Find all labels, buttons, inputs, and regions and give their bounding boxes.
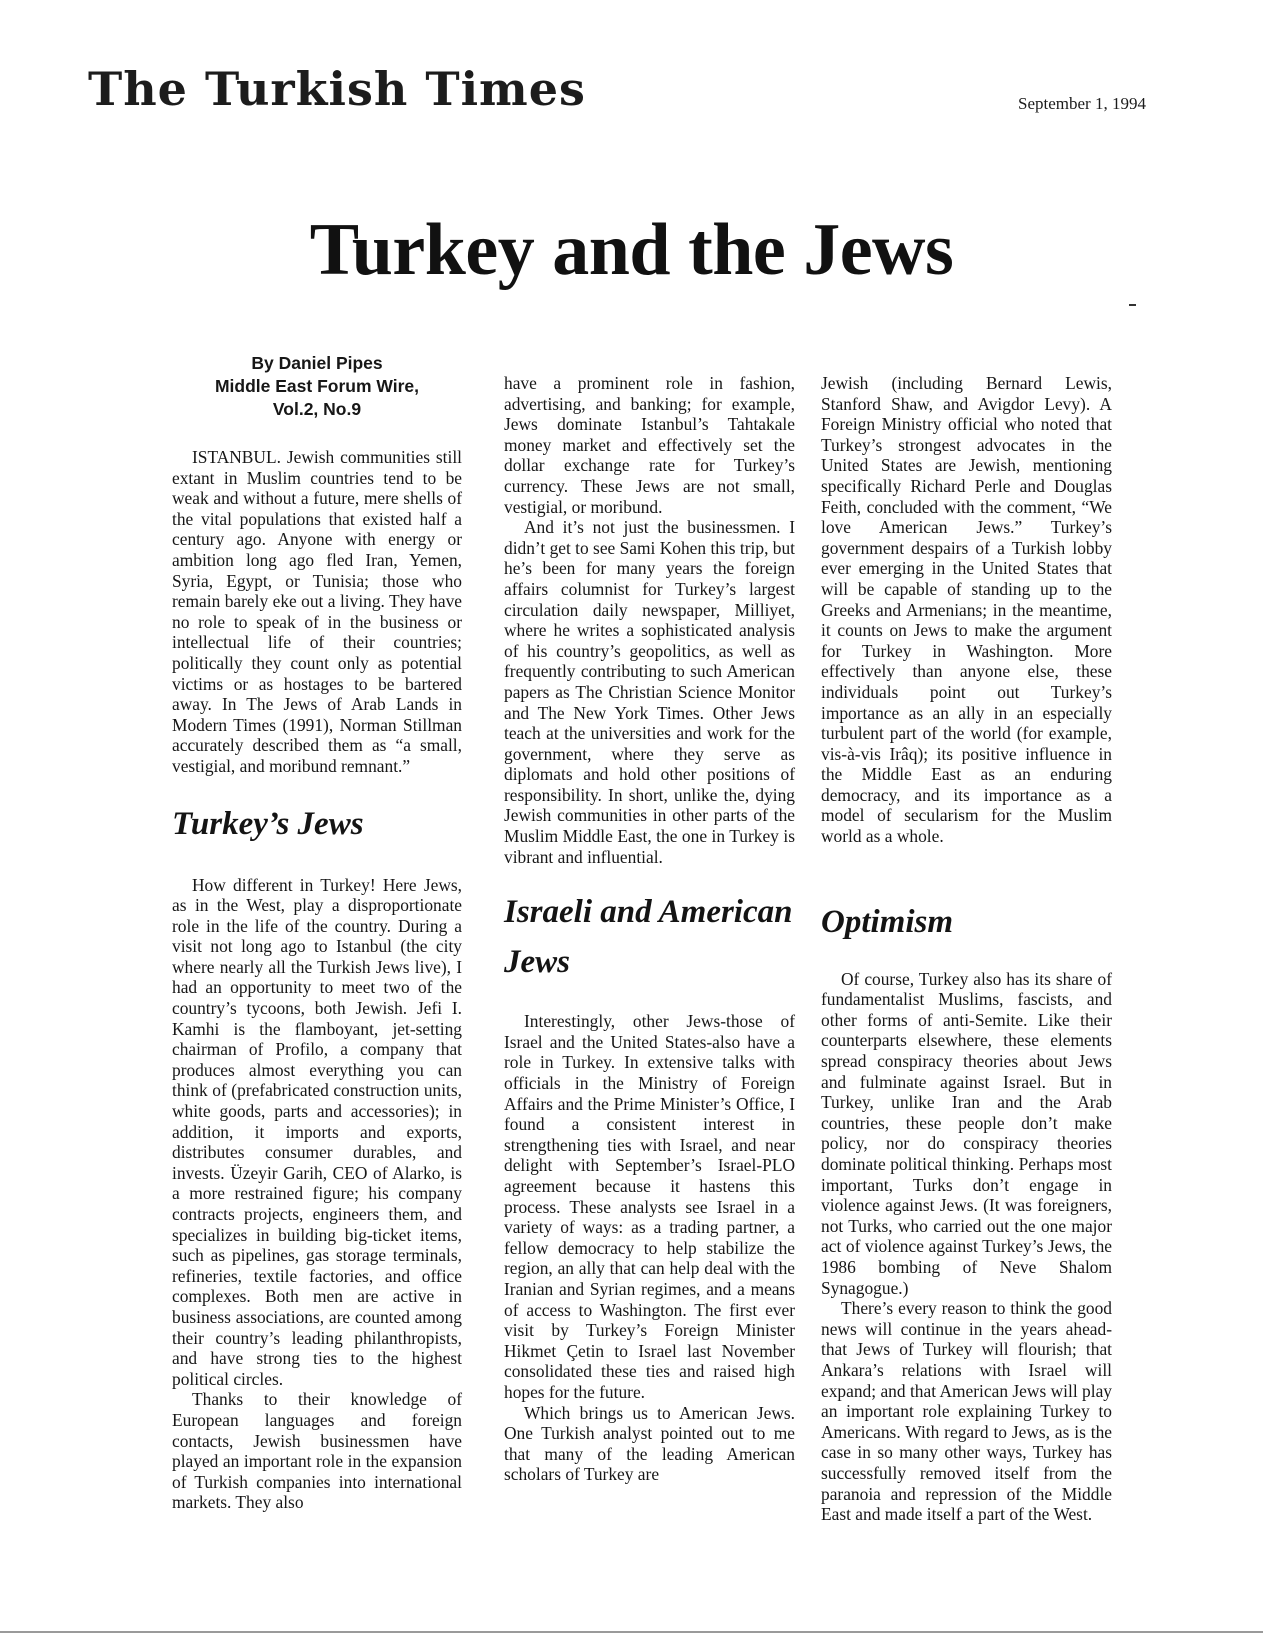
paragraph: There’s every reason to think the good news will continue in the years ahead-that Jews of Turkey will flourish; that Ankara’s relations with Israel will expand; and that American Jews will play an important role explaining Turkey to Americans. With regard to Jews, as is the case in so many other ways, Turkey has successfully removed itself from the paranoia and repression of the Middle East and made itself a part of the West. [821,1298,1112,1525]
paragraph: How different in Turkey! Here Jews, as in the West, play a disproportionate role in the life of the country. During a visit not long ago to Istanbul (the city where nearly all the Turkish Jews live), I had an opportunity to meet two of the country’s tycoons, both Jewish. Jefi I. Kamhi is the flamboyant, jet-setting chairman of Profilo, a company that produces almost everything you can think of (prefabricated construction units, white goods, parts and accessories); in addition, it imports and exports, distributes consumer durables, and invests. Üzeyir Garih, CEO of Alarko, is a more restrained figure; his company contracts projects, engineers them, and specializes in building big-ticket items, such as pipelines, gas storage terminals, refineries, textile factories, and office complexes. Both men are active in business associations, are counted among their country’s leading philanthropists, and have strong ties to the highest political circles. [172,874,462,1389]
paragraph: have a prominent role in fashion, advertising, and banking; for example, Jews dominate Istanbul’s Tahtakale money market and effectively set the dollar exchange rate for Turkey’s currency. These Jews are not small, vestigial, or moribund. [504,373,795,517]
article-headline: Turkey and the Jews [309,209,954,291]
byline-publication: Middle East Forum Wire, [214,376,420,396]
paragraph: Jewish (including Bernard Lewis, Stanford Shaw, and Avigdor Levy). A Foreign Ministry official who noted that Turkey’s strongest advocates in the United States are Jewish, mentioning specifically Richard Perle and Douglas Feith, concluded with the comment, “We love American Jews.” Turkey’s government despairs of a Turkish lobby ever emerging in the United States that will be capable of standing up to the Greeks and Armenians; in the meantime, it counts on Jews to make the argument for Turkey in Washington. More effectively than anyone else, these individuals point out Turkey’s importance as an ally in an especially turbulent part of the world (for example, vis-à-vis Irâq); its positive influence in the Middle East as an enduring democracy, and its importance as a model of secularism for the Muslim world as a whole. [821,373,1112,847]
section-heading: Israeli and American Jews [504,894,793,981]
issue-date: September 1, 1994 [1018,94,1146,113]
article-column-2 [504,373,795,1485]
scan-edge-mark [1129,304,1136,306]
paragraph: And it’s not just the businessmen. I didn’t get to see Sami Kohen this trip, but he’s been for many years the foreign affairs columnist for Turkey’s largest circulation daily newspaper, Milliyet, where he writes a sophisticated analysis of his country’s geopolitics, as well as frequently contributing to such American papers as The Christian Science Monitor and The New York Times. Other Jews teach at the universities and work for the government, where they serve as diplomats and hold other positions of responsibility. In short, unlike the, dying Jewish communities in other parts of the Muslim Middle East, the one in Turkey is vibrant and influential. [504,517,795,867]
page-bottom-rule [0,1631,1263,1633]
paragraph: Interestingly, other Jews-those of Israel and the United States-also have a role in Turkey. In extensive talks with officials in the Ministry of Foreign Affairs and the Prime Minister’s Office, I found a consistent interest in strengthening ties with Israel, and near delight with September’s Israel-PLO agreement because it hastens this process. These analysts see Israel in a variety of ways: as a trading partner, a fellow democracy to help stabilize the region, an ally that can help deal with the Iranian and Syrian regimes, and a means of access to Washington. The first ever visit by Turkey’s Foreign Minister Hikmet Çetin to Israel last November consolidated these ties and raised high hopes for the future. [504,1011,795,1402]
article-column-3 [821,373,1112,1525]
paragraph: Thanks to their knowledge of European languages and foreign contacts, Jewish businessmen have played an important role in the expansion of Turkish companies into international markets. They also [172,1389,462,1513]
paragraph: Which brings us to American Jews. One Turkish analyst pointed out to me that many of the leading American scholars of Turkey are [504,1402,795,1485]
byline [172,352,462,421]
article-column-1 [172,352,462,1513]
newspaper-masthead: The Turkish Times [88,62,586,116]
byline-volume: Vol.2, No.9 [272,399,362,419]
section-heading: Turkey’s Jews [172,805,364,842]
byline-author: By Daniel Pipes [251,353,383,373]
section-heading: Optimism [821,903,954,940]
paragraph: ISTANBUL. Jewish communities still extant in Muslim countries tend to be weak and without a future, mere shells of the vital populations that existed half a century ago. Anyone with energy or ambition long ago fled Iran, Yemen, Syria, Egypt, or Tunisia; those who remain barely eke out a living. They have no role to speak of in the business or intellectual life of their countries; politically they count only as potential victims or as hostages to be bartered away. In The Jews of Arab Lands in Modern Times (1991), Norman Stillman accurately described them as “a small, vestigial, and moribund remnant.” [172,447,462,776]
paragraph: Of course, Turkey also has its share of fundamentalist Muslims, fascists, and other forms of anti-Semite. Like their counterparts elsewhere, these elements spread conspiracy theories about Jews and fulminate against Israel. But in Turkey, unlike Iran and the Arab countries, these people don’t make policy, nor do conspiracy theories dominate political thinking. Perhaps most important, Turks don’t engage in violence against Jews. (It was foreigners, not Turks, who carried out the one major act of violence against Turkey’s Jews, the 1986 bombing of Neve Shalom Synagogue.) [821,968,1112,1298]
